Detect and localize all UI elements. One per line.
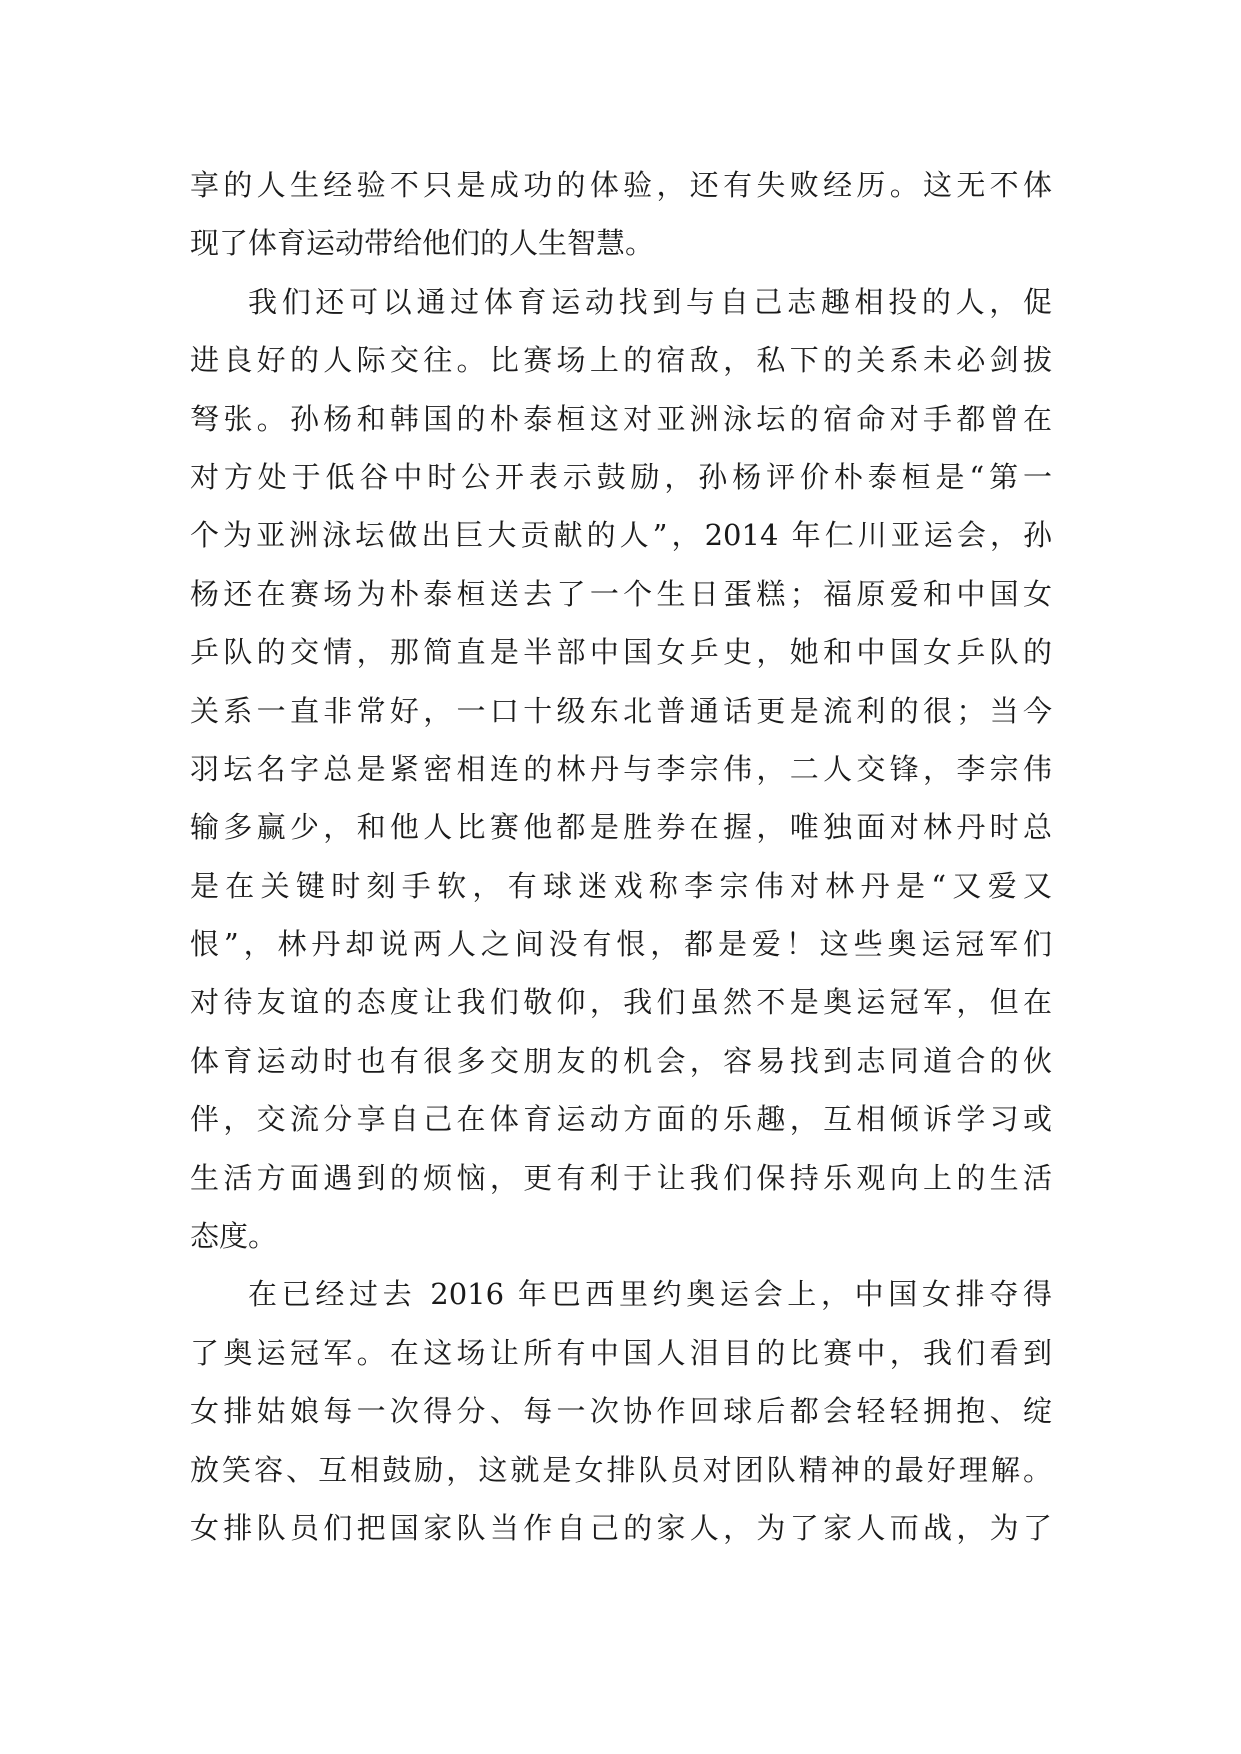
text-line: 伴，交流分享自己在体育运动方面的乐趣，互相倾诉学习或 [190, 1102, 1052, 1137]
text-line: 了奥运冠军。在这场让所有中国人泪目的比赛中，我们看到 [190, 1335, 1052, 1370]
text-line: 是在关键时刻手软，有球迷戏称李宗伟对林丹是“又爱又 [190, 868, 1052, 903]
text-line: 生活方面遇到的烦恼，更有利于让我们保持乐观向上的生活 [190, 1160, 1052, 1195]
text-line: 现了体育运动带给他们的人生智慧。 [190, 226, 655, 261]
text-line: 杨还在赛场为朴泰桓送去了一个生日蛋糕；福原爱和中国女 [190, 576, 1052, 611]
text-line: 在已经过去 2016 年巴西里约奥运会上，中国女排夺得 [248, 1277, 1052, 1312]
text-line: 体育运动时也有很多交朋友的机会，容易找到志同道合的伙 [190, 1043, 1052, 1078]
text-line: 羽坛名字总是紧密相连的林丹与李宗伟，二人交锋，李宗伟 [190, 751, 1052, 786]
text-line: 态度。 [190, 1219, 278, 1254]
text-line: 进良好的人际交往。比赛场上的宿敌，私下的关系未必剑拔 [190, 343, 1052, 378]
text-line: 输多赢少，和他人比赛他都是胜券在握，唯独面对林丹时总 [190, 810, 1052, 845]
text-line: 乒队的交情，那简直是半部中国女乒史，她和中国女乒队的 [190, 635, 1052, 670]
text-line: 关系一直非常好，一口十级东北普通话更是流利的很；当今 [190, 693, 1052, 728]
text-line: 弩张。孙杨和韩国的朴泰桓这对亚洲泳坛的宿命对手都曾在 [190, 401, 1052, 436]
text-line: 放笑容、互相鼓励，这就是女排队员对团队精神的最好理解。 [190, 1452, 1052, 1487]
text-line: 女排队员们把国家队当作自己的家人，为了家人而战，为了 [190, 1510, 1052, 1545]
text-line: 对方处于低谷中时公开表示鼓励，孙杨评价朴泰桓是“第一 [190, 459, 1052, 494]
text-line: 对待友谊的态度让我们敬仰，我们虽然不是奥运冠军，但在 [190, 985, 1052, 1020]
text-line: 个为亚洲泳坛做出巨大贡献的人”，2014 年仁川亚运会，孙 [190, 518, 1052, 553]
text-line: 恨”，林丹却说两人之间没有恨，都是爱！这些奥运冠军们 [190, 927, 1052, 962]
text-line: 女排姑娘每一次得分、每一次协作回球后都会轻轻拥抱、绽 [190, 1394, 1052, 1429]
text-line: 享的人生经验不只是成功的体验，还有失败经历。这无不体 [190, 168, 1052, 202]
body-text [190, 156, 1052, 1557]
text-line: 我们还可以通过体育运动找到与自己志趣相投的人，促 [248, 284, 1052, 319]
